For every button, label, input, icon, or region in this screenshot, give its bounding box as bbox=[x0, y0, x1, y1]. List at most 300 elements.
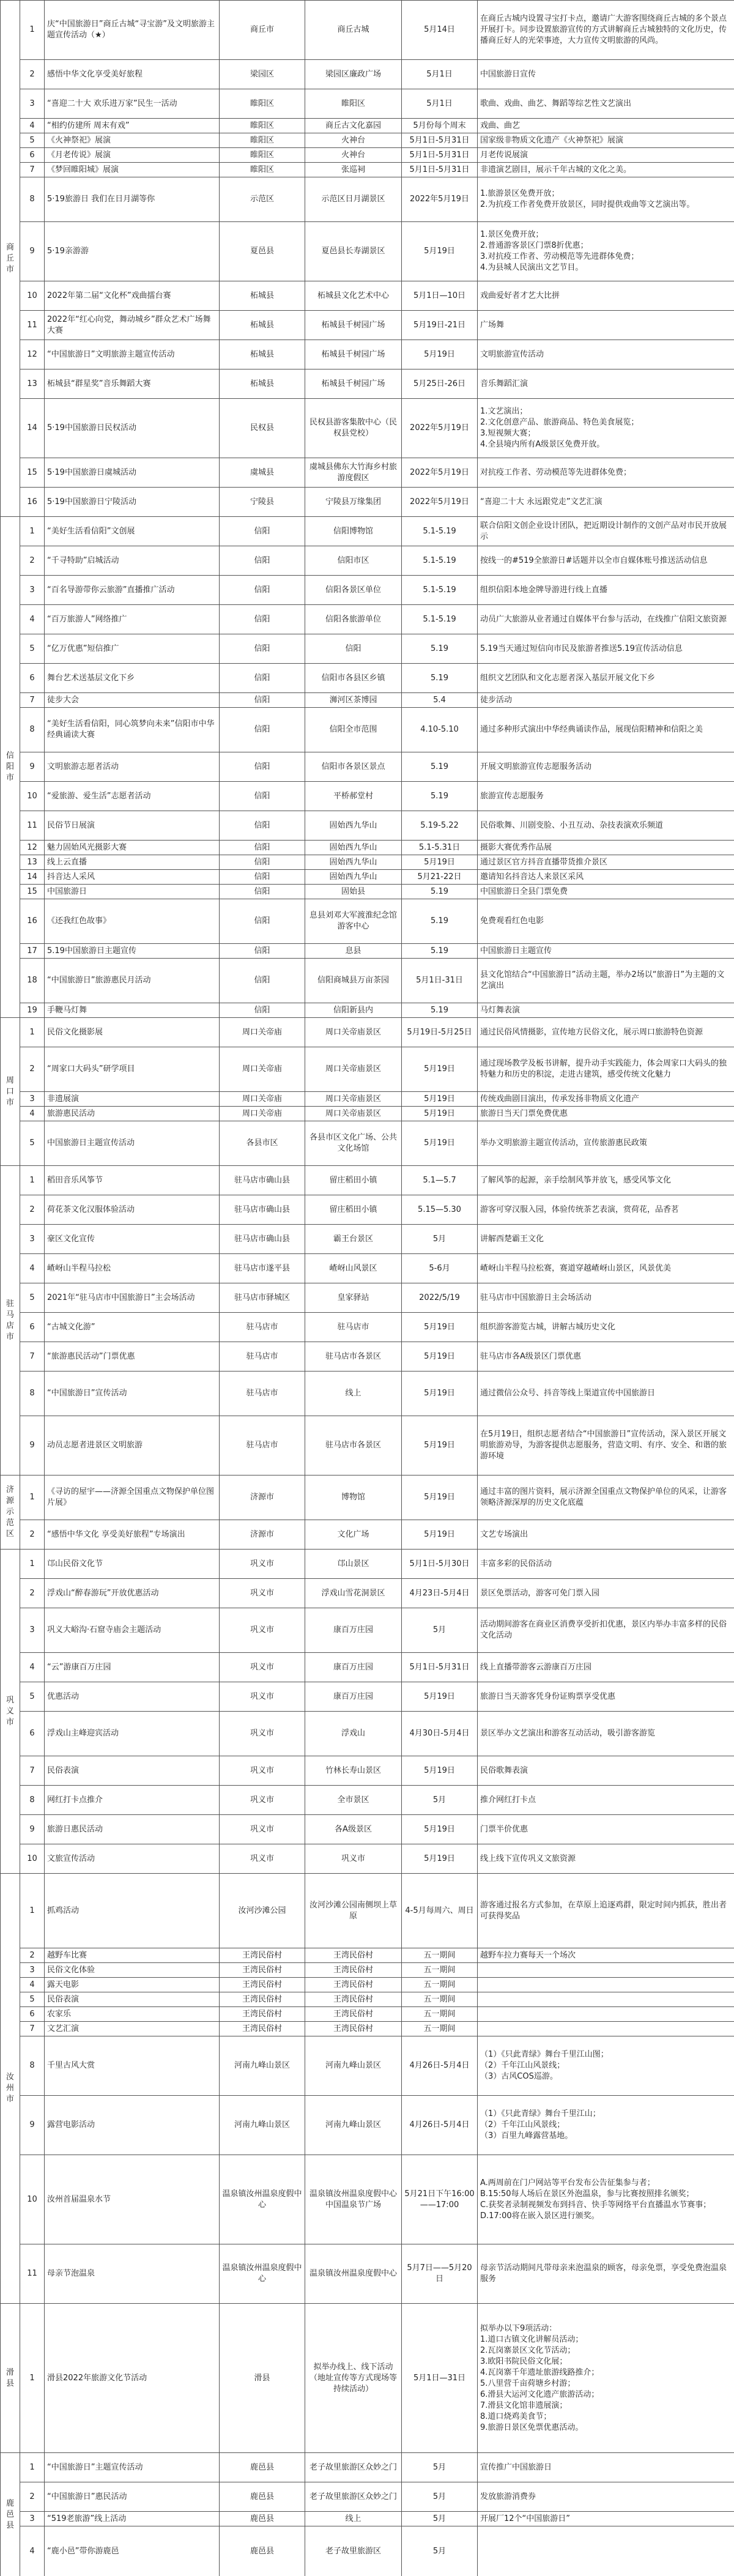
event-content: 丰富多彩的民俗活动 bbox=[478, 1550, 734, 1579]
table-row bbox=[1, 163, 734, 177]
event-organizer: 虞城县 bbox=[220, 458, 305, 488]
event-content: 门票半价优惠 bbox=[478, 1815, 734, 1844]
region-cell: 鹿邑县 bbox=[1, 2453, 20, 2576]
row-number: 4 bbox=[20, 2526, 45, 2576]
event-location: 全市景区 bbox=[305, 1786, 402, 1815]
event-date: 5月19日 bbox=[402, 1047, 478, 1092]
row-number: 2 bbox=[20, 1047, 45, 1092]
row-number: 12 bbox=[20, 340, 45, 369]
row-number: 7 bbox=[20, 2022, 45, 2036]
event-date: 5月19日 bbox=[402, 1372, 478, 1416]
table-row bbox=[1, 458, 734, 488]
event-content: 线上线下宣传巩义文旅资源 bbox=[478, 1844, 734, 1874]
event-title: “中国旅游日”宣传活动 bbox=[45, 1372, 220, 1416]
event-organizer: 巩义市 bbox=[220, 1712, 305, 1756]
event-title: “古城文化游” bbox=[45, 1313, 220, 1342]
event-title: “喜迎二十大 欢乐进万家”民生一活动 bbox=[45, 89, 220, 119]
event-title: 汝州首届温泉水节 bbox=[45, 2155, 220, 2244]
event-content: 拟举办以下9项活动： 1.道口古镇文化讲解员活动； 2.瓦岗寨景区文化节活动； 3.欧阳书院民俗文化展； 4.瓦岗寨千年遗址旅游线路推介； 5.八里营千亩荷塘乡村游； 6.滑县大运河文化遗产旅游活动； 7.滑县文化馆非遗展演； 8.道口烧鸡美食节； 9.旅游日景区免票优惠活动。 bbox=[478, 2304, 734, 2453]
row-number: 15 bbox=[20, 885, 45, 899]
event-organizer: 信阳 bbox=[220, 576, 305, 605]
region-cell: 周口市 bbox=[1, 1018, 20, 1166]
event-organizer: 睢阳区 bbox=[220, 163, 305, 177]
event-content: 发放旅游消费券 bbox=[478, 2482, 734, 2512]
event-content bbox=[478, 2007, 734, 2022]
event-date: 4月30日-5月4日 bbox=[402, 1712, 478, 1756]
event-title: “美好生活看信阳”文创展 bbox=[45, 517, 220, 546]
event-title: 感悟中华文化享受美好旅程 bbox=[45, 60, 220, 89]
event-title: “感悟中华文化 享受美好旅程”专场演出 bbox=[45, 1520, 220, 1550]
row-number: 8 bbox=[20, 177, 45, 222]
event-location: 王湾民俗村 bbox=[305, 1963, 402, 1978]
table-row bbox=[1, 944, 734, 959]
event-location: 信阳博物馆 bbox=[305, 517, 402, 546]
event-organizer: 王湾民俗村 bbox=[220, 2007, 305, 2022]
event-content: 月老传说展演 bbox=[478, 148, 734, 163]
event-content: A.两周前在门户网站等平台发布公告征集参与者； B.15:50每人场后在景区外泡温泉，参与比赛按照排名颁奖； C.获奖者录制视频发布到抖音、快手等网络平台直播温水节赛事； D.17:00将在嵌入景区进行颁奖。 bbox=[478, 2155, 734, 2244]
row-number: 8 bbox=[20, 708, 45, 752]
event-content: 旅游宣传志愿服务 bbox=[478, 782, 734, 811]
row-number: 9 bbox=[20, 752, 45, 782]
event-location: 嵖岈山风景区 bbox=[305, 1254, 402, 1283]
event-title: 《还我红色故事》 bbox=[45, 899, 220, 944]
table-row bbox=[1, 693, 734, 708]
row-number: 6 bbox=[20, 1313, 45, 1342]
event-location: 河南九峰山景区 bbox=[305, 2096, 402, 2155]
event-date: 5月19日 bbox=[402, 1416, 478, 1475]
event-content: 5.19当天通过短信向市民及旅游者推送5.19宣传活动信息 bbox=[478, 634, 734, 664]
table-row bbox=[1, 488, 734, 517]
event-location: 示范区日月湖景区 bbox=[305, 177, 402, 222]
event-title: 中国旅游日 bbox=[45, 885, 220, 899]
event-date: 2022年5月19日 bbox=[402, 458, 478, 488]
event-title: 徒步大会 bbox=[45, 693, 220, 708]
row-number: 10 bbox=[20, 782, 45, 811]
event-content bbox=[478, 2526, 734, 2576]
table-row bbox=[1, 1756, 734, 1786]
event-title: 豪区文化宣传 bbox=[45, 1225, 220, 1254]
event-date: 5.4 bbox=[402, 693, 478, 708]
event-content: 按线一的#519全旅游日#话题并以全市自媒体账号推送活动信息 bbox=[478, 546, 734, 576]
event-title: “中国旅游日”主题宣传活动 bbox=[45, 2453, 220, 2482]
event-date: 5月 bbox=[402, 2453, 478, 2482]
event-content: 摄影大赛优秀作品展 bbox=[478, 841, 734, 855]
event-date: 5月19日 bbox=[402, 222, 478, 281]
event-content bbox=[478, 2022, 734, 2036]
row-number: 2 bbox=[20, 1948, 45, 1963]
row-number: 1 bbox=[20, 1018, 45, 1047]
event-title: 柘城县“群星奖”音乐舞蹈大赛 bbox=[45, 369, 220, 399]
row-number: 19 bbox=[20, 1003, 45, 1018]
event-date: 5月 bbox=[402, 2482, 478, 2512]
event-content bbox=[478, 1992, 734, 2007]
event-date: 2022年5月19日 bbox=[402, 488, 478, 517]
row-number: 4 bbox=[20, 1107, 45, 1121]
row-number: 13 bbox=[20, 369, 45, 399]
event-location: 柘城县千树园广场 bbox=[305, 369, 402, 399]
event-title: 稻田音乐风筝节 bbox=[45, 1166, 220, 1195]
table-row bbox=[1, 708, 734, 752]
table-row bbox=[1, 1372, 734, 1416]
table-row bbox=[1, 1225, 734, 1254]
table-row bbox=[1, 899, 734, 944]
table-row bbox=[1, 1047, 734, 1092]
event-organizer: 信阳 bbox=[220, 782, 305, 811]
event-date: 5月1日 bbox=[402, 60, 478, 89]
row-number: 3 bbox=[20, 89, 45, 119]
table-row bbox=[1, 1844, 734, 1874]
event-title: “中国旅游日”惠民活动 bbox=[45, 2482, 220, 2512]
event-content: “喜迎二十大 永远跟党走”文艺汇演 bbox=[478, 488, 734, 517]
event-content: 中国旅游日主题宣传 bbox=[478, 944, 734, 959]
event-location: 信阳市各县区乡镇 bbox=[305, 664, 402, 693]
table-row bbox=[1, 1815, 734, 1844]
event-content: 组织信阳本地金牌导游进行线上直播 bbox=[478, 576, 734, 605]
event-title: 5·19中国旅游日民权活动 bbox=[45, 399, 220, 458]
event-content: 音乐舞蹈汇演 bbox=[478, 369, 734, 399]
event-organizer: 王湾民俗村 bbox=[220, 1948, 305, 1963]
event-location: 柘城县文化艺术中心 bbox=[305, 281, 402, 311]
event-organizer: 周口关帝庙 bbox=[220, 1047, 305, 1092]
table-row bbox=[1, 340, 734, 369]
event-content: 通过丰富的图片资料，展示济源全国重点文物保护单位的风采，让游客领略济源深厚的历史文化底蕴 bbox=[478, 1475, 734, 1520]
event-date: 5月 bbox=[402, 1225, 478, 1254]
event-date: 5.19 bbox=[402, 1003, 478, 1018]
event-date: 5-6月 bbox=[402, 1254, 478, 1283]
event-location: 周口关帝庙景区 bbox=[305, 1107, 402, 1121]
event-location: 信阳全市范围 bbox=[305, 708, 402, 752]
event-title: 5.19中国旅游日主题宣传 bbox=[45, 944, 220, 959]
row-number: 17 bbox=[20, 944, 45, 959]
event-location: 康百万庄园 bbox=[305, 1653, 402, 1682]
table-row bbox=[1, 2304, 734, 2453]
event-date: 5.1-5.19 bbox=[402, 517, 478, 546]
table-row bbox=[1, 1, 734, 60]
event-date: 5.19-5.22 bbox=[402, 811, 478, 841]
event-date: 5.19 bbox=[402, 634, 478, 664]
table-row bbox=[1, 1608, 734, 1653]
row-number: 4 bbox=[20, 1978, 45, 1992]
event-date: 5月1日-5月30日 bbox=[402, 1550, 478, 1579]
event-date: 5.1-5.19 bbox=[402, 605, 478, 634]
table-row bbox=[1, 634, 734, 664]
event-organizer: 信阳 bbox=[220, 546, 305, 576]
event-location: 信阳 bbox=[305, 634, 402, 664]
event-location: 巩义市 bbox=[305, 1844, 402, 1874]
event-content: 开展文明旅游宣传志愿服务活动 bbox=[478, 752, 734, 782]
event-location: 汝河沙滩公园南侧坝上草原 bbox=[305, 1874, 402, 1948]
event-title: 5·19旅游日 我们在日月湖等你 bbox=[45, 177, 220, 222]
event-organizer: 信阳 bbox=[220, 1003, 305, 1018]
table-row bbox=[1, 148, 734, 163]
event-organizer: 驻马店市确山县 bbox=[220, 1225, 305, 1254]
event-title: 2022年第二届“文化杯”戏曲擂台赛 bbox=[45, 281, 220, 311]
row-number: 9 bbox=[20, 1815, 45, 1844]
event-location: 民权县游客集散中心（民权县党校） bbox=[305, 399, 402, 458]
event-location: 线上 bbox=[305, 2512, 402, 2526]
event-date: 五一期间 bbox=[402, 1978, 478, 1992]
event-location: 商丘古城 bbox=[305, 1, 402, 60]
event-date: 2022/5/19 bbox=[402, 1283, 478, 1313]
event-location: 虞城县佛东大竹海乡村旅游度假区 bbox=[305, 458, 402, 488]
event-title: “519老旅游”线上活动 bbox=[45, 2512, 220, 2526]
event-content: 组织文艺团队和文化志愿者深入基层开展文化下乡 bbox=[478, 664, 734, 693]
table-row bbox=[1, 1653, 734, 1682]
table-row bbox=[1, 1475, 734, 1520]
event-organizer: 示范区 bbox=[220, 177, 305, 222]
event-location: 息县刘邓大军渡淮纪念馆游客中心 bbox=[305, 899, 402, 944]
table-row bbox=[1, 1166, 734, 1195]
table-row bbox=[1, 1520, 734, 1550]
event-title: 《火神祭祀》展演 bbox=[45, 133, 220, 148]
event-content: 嵖岈山半程马拉松赛，赛道穿越嵖岈山景区，风景优美 bbox=[478, 1254, 734, 1283]
row-number: 9 bbox=[20, 222, 45, 281]
table-row bbox=[1, 2096, 734, 2155]
row-number: 1 bbox=[20, 1166, 45, 1195]
event-date: 5月19日 bbox=[402, 1107, 478, 1121]
event-date: 5月19日 bbox=[402, 1844, 478, 1874]
row-number: 7 bbox=[20, 693, 45, 708]
event-organizer: 鹿邑县 bbox=[220, 2453, 305, 2482]
event-title: 抖音达人采风 bbox=[45, 870, 220, 885]
event-content: 景区免票活动，游客可免门票入园 bbox=[478, 1579, 734, 1608]
row-number: 7 bbox=[20, 1342, 45, 1372]
table-row bbox=[1, 2036, 734, 2096]
event-content: 通过景区官方抖音直播带货推介景区 bbox=[478, 855, 734, 870]
event-date: 5月19日 bbox=[402, 1815, 478, 1844]
event-date: 5月1日-5月31日 bbox=[402, 163, 478, 177]
event-organizer: 夏邑县 bbox=[220, 222, 305, 281]
event-organizer: 河南九峰山景区 bbox=[220, 2096, 305, 2155]
table-row bbox=[1, 1254, 734, 1283]
event-content: 对抗疫工作者、劳动模范等先进群体免费； bbox=[478, 458, 734, 488]
event-date: 5月21日下午16:00——17:00 bbox=[402, 2155, 478, 2244]
event-content: 活动期间游客在商业区消费享受折扣优惠，景区内举办丰富多样的民俗文化活动 bbox=[478, 1608, 734, 1653]
event-date: 4.10-5.10 bbox=[402, 708, 478, 752]
event-date: 5月19日 bbox=[402, 1313, 478, 1342]
event-location: 老子故里旅游区众妙之门 bbox=[305, 2453, 402, 2482]
event-organizer: 周口关帝庙 bbox=[220, 1092, 305, 1107]
event-title: 浮戏山主峰迎宾活动 bbox=[45, 1712, 220, 1756]
event-location: 康百万庄园 bbox=[305, 1608, 402, 1653]
event-organizer: 周口关帝庙 bbox=[220, 1107, 305, 1121]
row-number: 5 bbox=[20, 1121, 45, 1166]
event-date: 5月1日—10日 bbox=[402, 281, 478, 311]
event-date: 5月14日 bbox=[402, 1, 478, 60]
event-location: 各A级景区 bbox=[305, 1815, 402, 1844]
event-title: 文艺汇演 bbox=[45, 2022, 220, 2036]
event-date: 5.19 bbox=[402, 944, 478, 959]
table-row bbox=[1, 1786, 734, 1815]
event-title: 非遗展演 bbox=[45, 1092, 220, 1107]
table-row bbox=[1, 959, 734, 1003]
event-content: 非遗演艺剧目，展示千年古城的文化之美。 bbox=[478, 163, 734, 177]
event-date: 4月26日-5月4日 bbox=[402, 2036, 478, 2096]
event-location: 周口关帝庙景区 bbox=[305, 1092, 402, 1107]
event-content: 中国旅游日宣传 bbox=[478, 60, 734, 89]
event-organizer: 河南九峰山景区 bbox=[220, 2036, 305, 2096]
row-number: 4 bbox=[20, 119, 45, 133]
row-number: 12 bbox=[20, 841, 45, 855]
row-number: 5 bbox=[20, 1682, 45, 1712]
row-number: 11 bbox=[20, 2244, 45, 2304]
event-title: 露天电影 bbox=[45, 1978, 220, 1992]
event-title: 2021年“驻马店市中国旅游日”主会场活动 bbox=[45, 1283, 220, 1313]
table-row bbox=[1, 1195, 734, 1225]
table-row bbox=[1, 2022, 734, 2036]
row-number: 8 bbox=[20, 1372, 45, 1416]
event-location: 霸王台景区 bbox=[305, 1225, 402, 1254]
event-date: 5月 bbox=[402, 2512, 478, 2526]
event-content: 县文化馆结合“中国旅游日”活动主题，举办2场以“旅游日”为主题的文艺演出 bbox=[478, 959, 734, 1003]
event-date: 5.15—5.30 bbox=[402, 1195, 478, 1225]
event-organizer: 温泉镇汝州温泉度假中心 bbox=[220, 2155, 305, 2244]
event-location: 梁园区廉政广场 bbox=[305, 60, 402, 89]
event-date: 5月25日-26日 bbox=[402, 369, 478, 399]
region-cell: 信阳市 bbox=[1, 517, 20, 1018]
row-number: 2 bbox=[20, 1195, 45, 1225]
table-row bbox=[1, 1579, 734, 1608]
event-title: 5·19亲游游 bbox=[45, 222, 220, 281]
event-organizer: 巩义市 bbox=[220, 1786, 305, 1815]
event-organizer: 驻马店市驿城区 bbox=[220, 1283, 305, 1313]
event-title: 魅力固始风光摄影大赛 bbox=[45, 841, 220, 855]
event-organizer: 鹿邑县 bbox=[220, 2482, 305, 2512]
event-content: 在商丘古城内设置寻宝打卡点，邀请广大游客围绕商丘古城的多个景点开展打卡。同步设置旅游宣传的方式讲解商丘古城独特的文化历史，传播商丘好人的光荣事迹，大力宣传文明旅游的风尚。 bbox=[478, 1, 734, 60]
table-row bbox=[1, 133, 734, 148]
event-title: 《月老传说》展演 bbox=[45, 148, 220, 163]
event-date: 5月1日-5月31日 bbox=[402, 1653, 478, 1682]
row-number: 1 bbox=[20, 517, 45, 546]
event-title: 旅游惠民活动 bbox=[45, 1107, 220, 1121]
event-content: 驻马店市中国旅游日主会场活动 bbox=[478, 1283, 734, 1313]
row-number: 7 bbox=[20, 163, 45, 177]
event-title: 5·19中国旅游日虞城活动 bbox=[45, 458, 220, 488]
row-number: 15 bbox=[20, 458, 45, 488]
row-number: 1 bbox=[20, 2453, 45, 2482]
table-row bbox=[1, 222, 734, 281]
event-organizer: 民权县 bbox=[220, 399, 305, 458]
event-content: 中国旅游日全县门票免费 bbox=[478, 885, 734, 899]
event-organizer: 滑县 bbox=[220, 2304, 305, 2453]
event-date: 5月21-22日 bbox=[402, 870, 478, 885]
row-number: 18 bbox=[20, 959, 45, 1003]
event-title: 《寻访的屋宇——济源全国重点文物保护单位图片展》 bbox=[45, 1475, 220, 1520]
event-organizer: 信阳 bbox=[220, 870, 305, 885]
table-row bbox=[1, 1712, 734, 1756]
event-location: 河南九峰山景区 bbox=[305, 2036, 402, 2096]
event-location: 张巡祠 bbox=[305, 163, 402, 177]
event-organizer: 驻马店市确山县 bbox=[220, 1166, 305, 1195]
event-location: 驻马店市各景区 bbox=[305, 1416, 402, 1475]
table-row bbox=[1, 517, 734, 546]
region-cell: 滑县 bbox=[1, 2304, 20, 2453]
event-date: 5月1日-5月31日 bbox=[402, 133, 478, 148]
row-number: 5 bbox=[20, 133, 45, 148]
event-location: 老子故里旅游区众妙之门 bbox=[305, 2482, 402, 2512]
event-organizer: 梁园区 bbox=[220, 60, 305, 89]
event-organizer: 睢阳区 bbox=[220, 133, 305, 148]
event-title: 农家乐 bbox=[45, 2007, 220, 2022]
event-title: “中国旅游日”文明旅游主题宣传活动 bbox=[45, 340, 220, 369]
event-organizer: 巩义市 bbox=[220, 1608, 305, 1653]
row-number: 1 bbox=[20, 1475, 45, 1520]
event-content: 组织游客游览古城，讲解古城历史文化 bbox=[478, 1313, 734, 1342]
event-organizer: 驻马店市 bbox=[220, 1313, 305, 1342]
row-number: 5 bbox=[20, 1283, 45, 1313]
event-location: 浮戏山雪花洞景区 bbox=[305, 1579, 402, 1608]
event-organizer: 巩义市 bbox=[220, 1653, 305, 1682]
event-date: 5月19日-21日 bbox=[402, 311, 478, 340]
event-organizer: 巩义市 bbox=[220, 1815, 305, 1844]
event-organizer: 信阳 bbox=[220, 855, 305, 870]
event-date: 五一期间 bbox=[402, 1948, 478, 1963]
table-row bbox=[1, 2526, 734, 2576]
event-title: 文旅宣传活动 bbox=[45, 1844, 220, 1874]
event-content: 景区举办文艺演出和游客互动活动，吸引游客游览 bbox=[478, 1712, 734, 1756]
event-content: 讲解西楚霸王文化 bbox=[478, 1225, 734, 1254]
row-number: 7 bbox=[20, 1756, 45, 1786]
event-title: 优惠活动 bbox=[45, 1682, 220, 1712]
row-number: 2 bbox=[20, 2482, 45, 2512]
event-date: 五一期间 bbox=[402, 2007, 478, 2022]
event-content: （1）《只此青绿》舞台千里江山图； （2）千年江山风景线； （3）古风COS巡游。 bbox=[478, 2036, 734, 2096]
event-title: 邙山民俗文化节 bbox=[45, 1550, 220, 1579]
row-number: 6 bbox=[20, 1712, 45, 1756]
event-organizer: 信阳 bbox=[220, 693, 305, 708]
region-cell: 济源示范区 bbox=[1, 1475, 20, 1550]
event-title: 民俗表演 bbox=[45, 1992, 220, 2007]
table-row bbox=[1, 1092, 734, 1107]
event-title: 文明旅游志愿者活动 bbox=[45, 752, 220, 782]
event-title: “中国旅游日”旅游惠民月活动 bbox=[45, 959, 220, 1003]
event-content: 1.文艺演出； 2.文化创意产品、旅游商品、特色美食展览； 3.短视频大赛； 4.全县境内所有A级景区免费开放。 bbox=[478, 399, 734, 458]
event-date: 5.19 bbox=[402, 752, 478, 782]
event-date: 4月23日-5月4日 bbox=[402, 1579, 478, 1608]
event-content: 旅游日当天门票免费优惠 bbox=[478, 1107, 734, 1121]
event-title: 嵖岈山半程马拉松 bbox=[45, 1254, 220, 1283]
table-row bbox=[1, 119, 734, 133]
event-location: 宁陵县万缘集团 bbox=[305, 488, 402, 517]
event-date: 5月1日-5月31日 bbox=[402, 148, 478, 163]
table-row bbox=[1, 281, 734, 311]
row-number: 16 bbox=[20, 899, 45, 944]
event-organizer: 信阳 bbox=[220, 811, 305, 841]
table-row bbox=[1, 1978, 734, 1992]
event-date: 5.19 bbox=[402, 664, 478, 693]
event-title: 露营电影活动 bbox=[45, 2096, 220, 2155]
event-content: 1.旅游景区免费开放； 2.为抗疫工作者免费开放景区，同时提供戏曲等文艺演出等。 bbox=[478, 177, 734, 222]
event-date: 5月1日 bbox=[402, 89, 478, 119]
table-row bbox=[1, 369, 734, 399]
event-date: 5月 bbox=[402, 2526, 478, 2576]
event-title: 庆“中国旅游日”商丘古城“寻宝游”及文明旅游主题宣传活动（★） bbox=[45, 1, 220, 60]
event-date: 5月19日 bbox=[402, 340, 478, 369]
event-date: 5月19日 bbox=[402, 1756, 478, 1786]
table-row bbox=[1, 2512, 734, 2526]
event-location: 周口关帝庙景区 bbox=[305, 1047, 402, 1092]
event-date: 2022年5月19日 bbox=[402, 399, 478, 458]
event-organizer: 睢阳区 bbox=[220, 148, 305, 163]
table-row bbox=[1, 1107, 734, 1121]
event-content: 传统戏曲剧目演出，传承发扬非物质文化遗产 bbox=[478, 1092, 734, 1107]
event-location: 驻马店市 bbox=[305, 1313, 402, 1342]
event-title: 民俗表演 bbox=[45, 1756, 220, 1786]
row-number: 16 bbox=[20, 488, 45, 517]
row-number: 8 bbox=[20, 1786, 45, 1815]
event-content bbox=[478, 1978, 734, 1992]
event-organizer: 宁陵县 bbox=[220, 488, 305, 517]
